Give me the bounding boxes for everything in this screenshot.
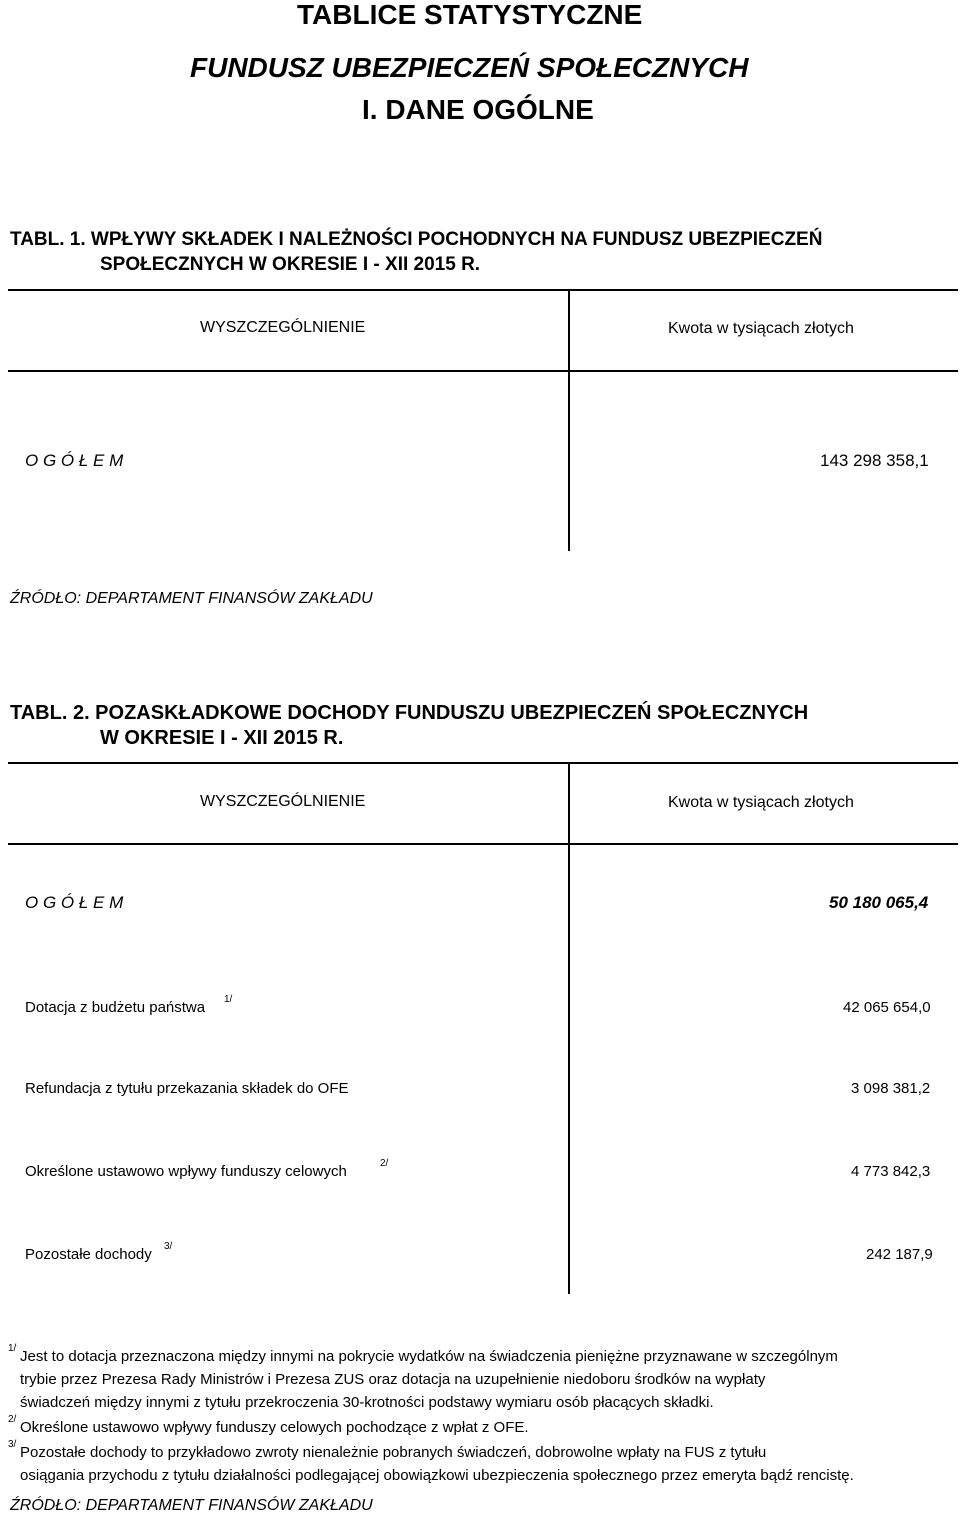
footnote-2-line1: Określone ustawowo wpływy funduszy celowych pochodzące z wpłat z OFE. — [20, 1419, 529, 1436]
page-title: TABLICE STATYSTYCZNE — [297, 0, 643, 30]
section-title: I. DANE OGÓLNE — [362, 94, 594, 125]
footnote-mark-3: 3/ — [8, 1439, 17, 1450]
table2-header-amount: Kwota w tysiącach złotych — [668, 794, 854, 811]
table2-header-description: WYSZCZEGÓLNIENIE — [200, 793, 366, 810]
footnote-1-line1: Jest to dotacja przeznaczona między innymi na pokrycie wydatków na świadczenia pieniężne przyznawane w szczególnym — [20, 1348, 838, 1365]
row-label-refundacja: Refundacja z tytułu przekazania składek do OFE — [25, 1080, 349, 1097]
table2-column-divider — [568, 762, 570, 1294]
row-value-pozostale: 242 187,9 — [866, 1246, 933, 1263]
footnote-1-line2: trybie przez Prezesa Rady Ministrów i Prezesa ZUS oraz dotacja na uzupełnienie niedoboru środków na wypłaty — [20, 1371, 766, 1388]
table1-title-line1: TABL. 1. WPŁYWY SKŁADEK I NALEŻNOŚCI POCHODNYCH NA FUNDUSZ UBEZPIECZEŃ — [10, 229, 823, 250]
row-label-pozostale: Pozostałe dochody — [25, 1246, 152, 1263]
row-value-fundusze-celowe: 4 773 842,3 — [851, 1163, 931, 1180]
page-source: ŹRÓDŁO: DEPARTAMENT FINANSÓW ZAKŁADU — [10, 1497, 373, 1514]
footnote-ref-1: 1/ — [224, 994, 233, 1005]
table2-total-value: 50 180 065,4 — [829, 893, 929, 912]
table1-title-line2: SPOŁECZNYCH W OKRESIE I - XII 2015 R. — [100, 254, 481, 275]
table2-total-label: O G Ó Ł E M — [25, 893, 124, 912]
table1-source: ŹRÓDŁO: DEPARTAMENT FINANSÓW ZAKŁADU — [10, 590, 373, 607]
row-value-refundacja: 3 098 381,2 — [851, 1080, 931, 1097]
footnote-ref-2: 2/ — [380, 1158, 389, 1169]
footnote-mark-2: 2/ — [8, 1414, 17, 1425]
table2-title-line1: TABL. 2. POZASKŁADKOWE DOCHODY FUNDUSZU UBEZPIECZEŃ SPOŁECZNYCH — [10, 702, 809, 724]
table1-column-divider — [568, 289, 570, 551]
page-subtitle: FUNDUSZ UBEZPIECZEŃ SPOŁECZNYCH — [190, 52, 749, 83]
footnote-ref-3: 3/ — [164, 1241, 173, 1252]
row-value-dotacja: 42 065 654,0 — [843, 999, 931, 1016]
footnote-3-line1: Pozostałe dochody to przykładowo zwroty nienależnie pobranych świadczeń, dobrowolne wpłaty na FUS z tytułu — [20, 1444, 767, 1461]
table2-header-divider — [8, 843, 958, 845]
footnote-1-line3: świadczeń między innymi z tytułu przekroczenia 30-krotności podstawy wymiaru osób płacących składki. — [20, 1394, 714, 1411]
table1-header-description: WYSZCZEGÓLNIENIE — [200, 319, 366, 336]
footnote-3-line2: osiągania przychodu z tytułu działalności podlegającej obowiązkowi ubezpieczenia społecznego przez emeryta bądź rencistę. — [20, 1467, 854, 1484]
table1-top-border — [8, 289, 958, 291]
table2-title-line2: W OKRESIE I - XII 2015 R. — [100, 727, 344, 749]
footnote-mark-1: 1/ — [8, 1343, 17, 1354]
table1-total-label: O G Ó Ł E M — [25, 451, 124, 470]
table2-top-border — [8, 762, 958, 764]
row-label-dotacja: Dotacja z budżetu państwa — [25, 999, 206, 1016]
row-label-fundusze-celowe: Określone ustawowo wpływy funduszy celowych — [25, 1163, 347, 1180]
table1-total-value: 143 298 358,1 — [820, 451, 929, 470]
table1-header-amount: Kwota w tysiącach złotych — [668, 320, 854, 337]
table1-header-divider — [8, 370, 958, 372]
